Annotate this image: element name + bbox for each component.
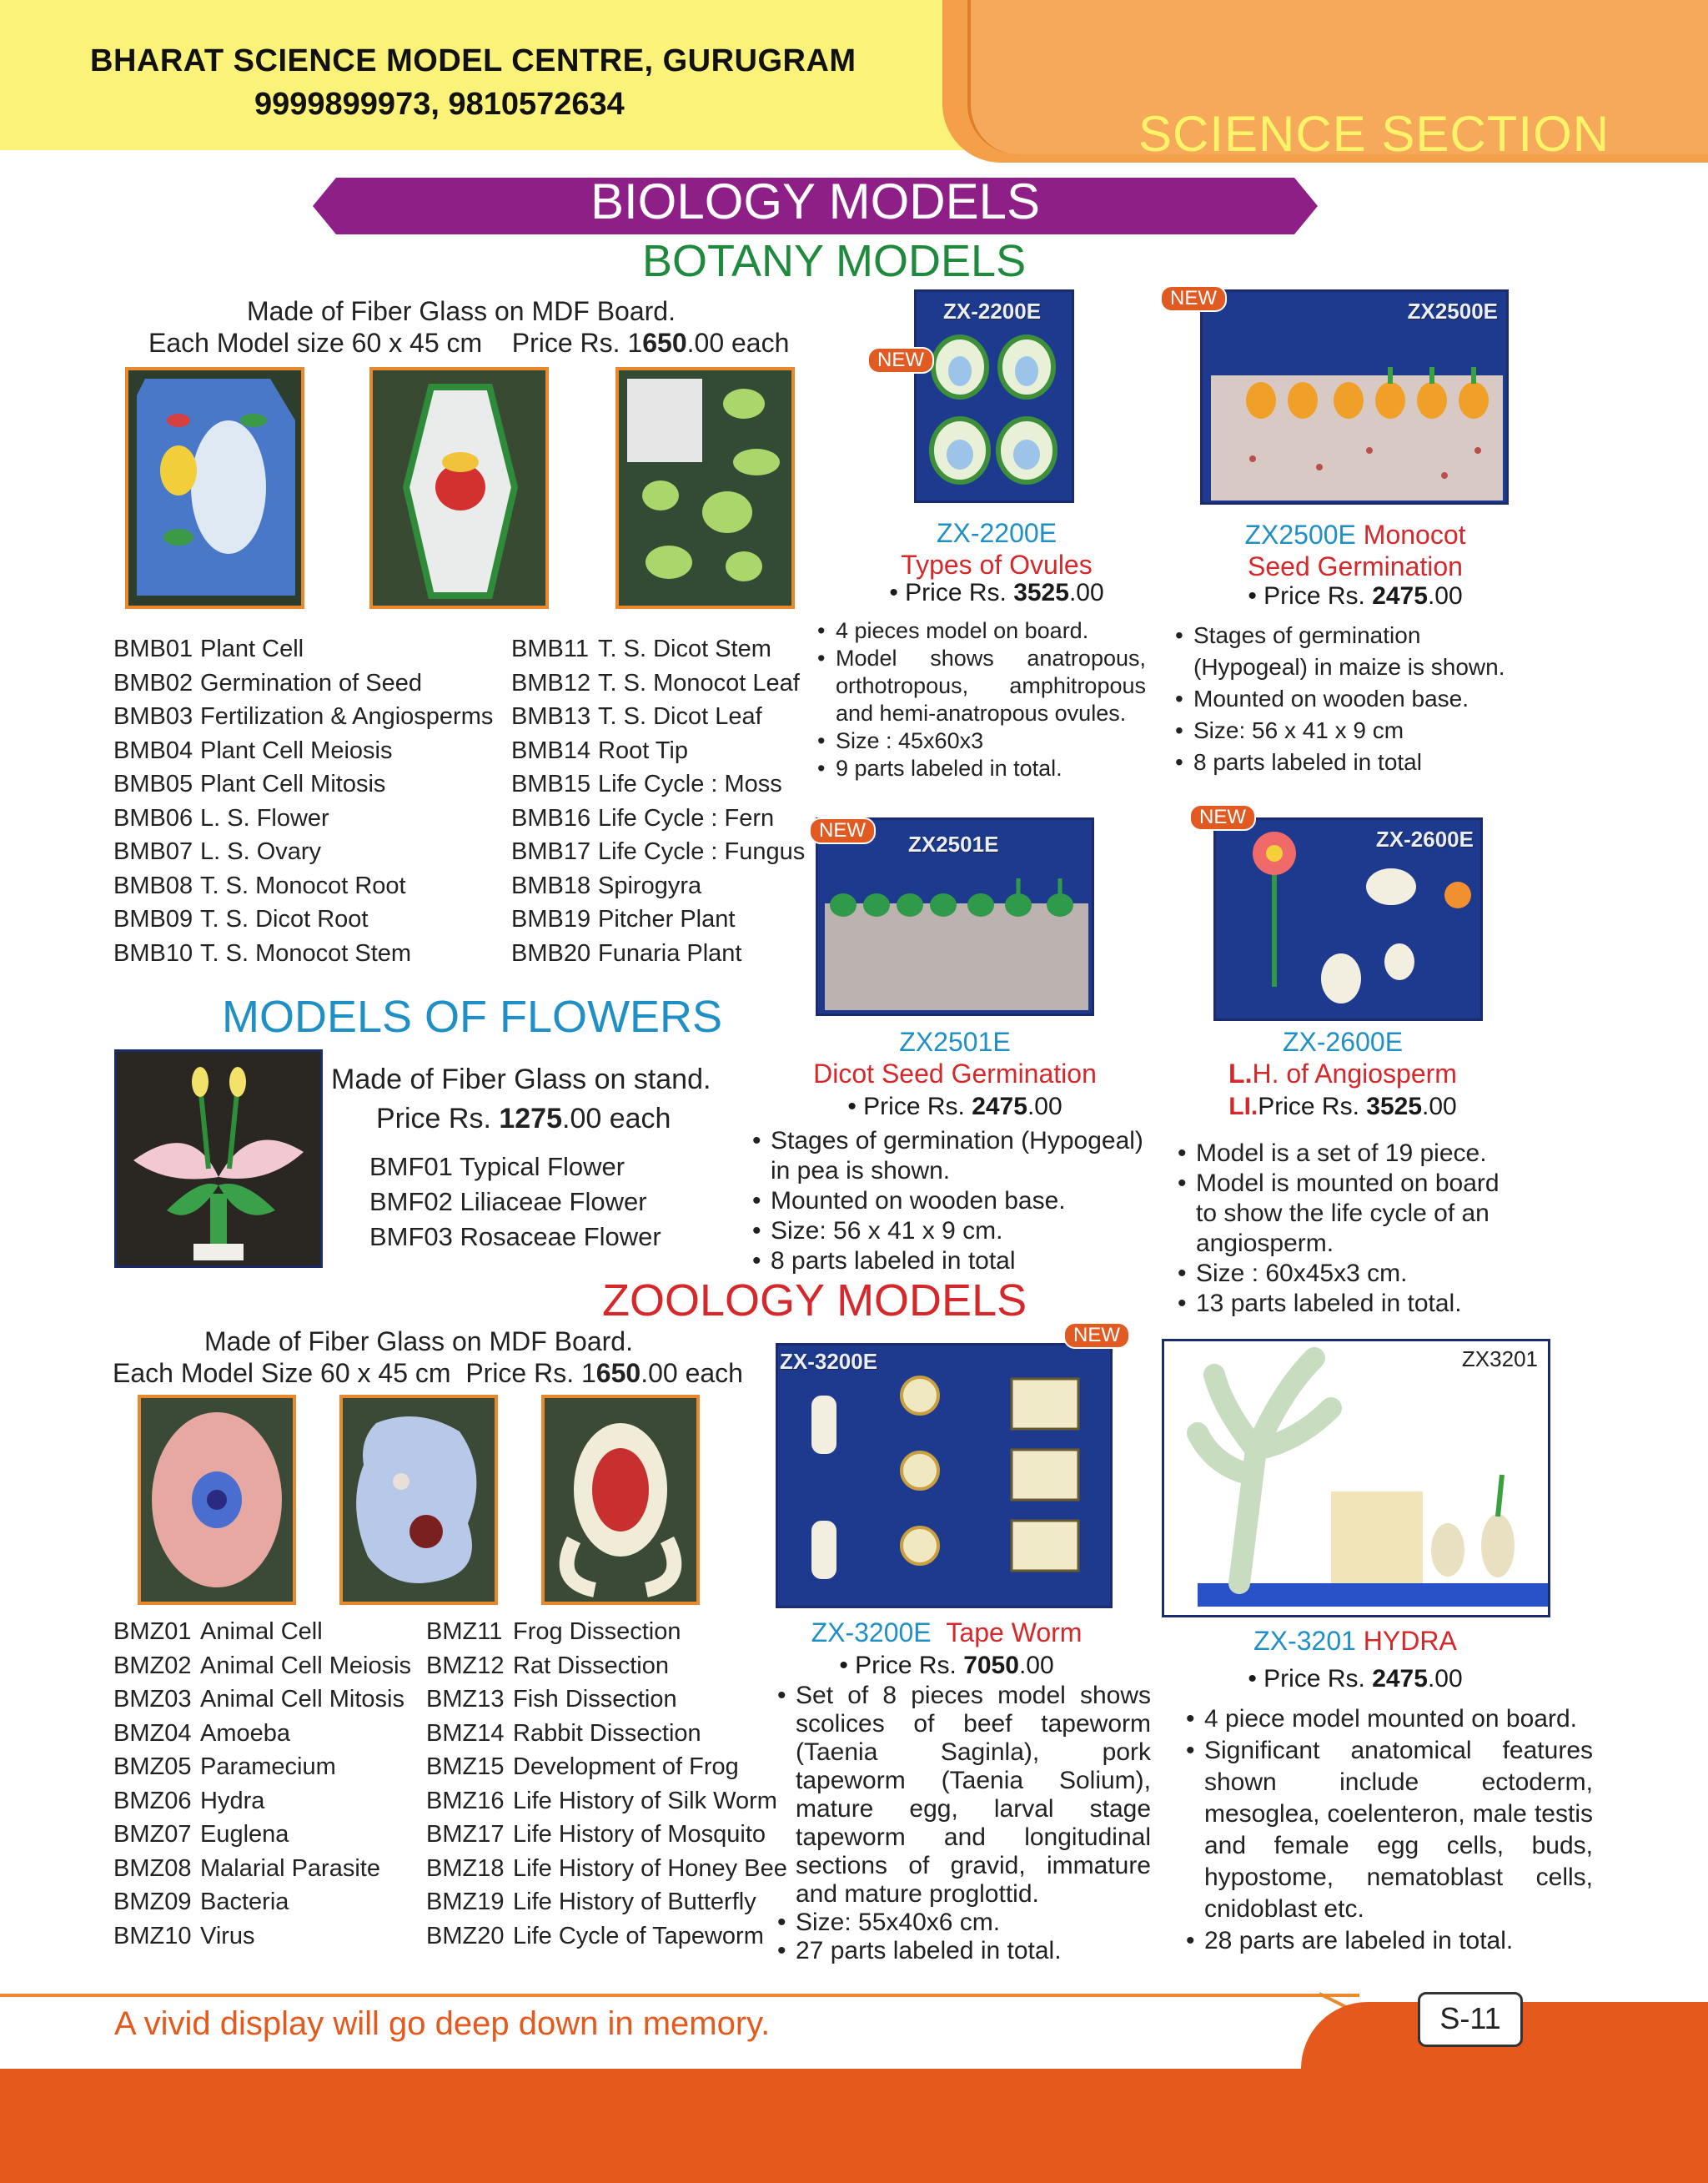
item-code: BMZ14 xyxy=(426,1719,505,1747)
zoology-list-col1 xyxy=(113,1615,411,1953)
list-item xyxy=(426,1784,787,1818)
product-name: Tape Worm xyxy=(946,1617,1083,1647)
list-item xyxy=(426,1818,787,1852)
item-code: BMB17 xyxy=(511,838,591,865)
item-name: Rat Dissection xyxy=(513,1652,669,1679)
bullet-item: • Mounted on wooden base. xyxy=(751,1186,1168,1216)
product-price-zx2500e: • Price Rs. 2475.00 xyxy=(1248,582,1463,610)
item-code: BMB14 xyxy=(511,737,591,764)
bullet-item: • Size : 60x45x3 cm. xyxy=(1176,1259,1526,1289)
bullet-item: • Model is a set of 19 piece. xyxy=(1176,1139,1526,1169)
plant-cell-illustration xyxy=(128,370,301,606)
flowers-price: Price Rs. 1275.00 each xyxy=(376,1103,671,1134)
item-name: Plant Cell Meiosis xyxy=(200,737,393,764)
item-code: BMB08 xyxy=(113,872,193,899)
item-name: Rabbit Dissection xyxy=(513,1719,701,1747)
new-badge: NEW xyxy=(1063,1322,1130,1349)
photo-plant-cell xyxy=(125,367,304,609)
item-name: Hydra xyxy=(200,1787,265,1814)
item-name: Life History of Honey Bee xyxy=(513,1854,787,1882)
product-price-zx2200e: • Price Rs. 3525.00 xyxy=(889,579,1104,606)
list-item xyxy=(113,1885,411,1919)
bullet-item: • Model is mounted on board to show the life cycle of an angiosperm. xyxy=(1176,1169,1526,1259)
item-name: Paramecium xyxy=(200,1753,336,1780)
photo-zx3201 xyxy=(1162,1339,1550,1617)
item-name: Animal Cell xyxy=(200,1618,323,1645)
zoology-info-1: Made of Fiber Glass on MDF Board. xyxy=(204,1326,633,1356)
product-price-zx3201: • Price Rs. 2475.00 xyxy=(1248,1665,1463,1693)
amoeba-illustration xyxy=(343,1398,495,1602)
list-item xyxy=(426,1750,787,1784)
product-code: ZX-3200E xyxy=(811,1617,932,1647)
frog-illustration xyxy=(545,1398,696,1602)
footer-rule xyxy=(0,1994,1359,1997)
list-item: BMF02 Liliaceae Flower xyxy=(369,1187,647,1216)
item-code: BMZ15 xyxy=(426,1753,505,1780)
photo-zx2501e xyxy=(816,817,1094,1016)
company-name: BHARAT SCIENCE MODEL CENTRE, GURUGRAM xyxy=(90,43,857,78)
bullet-item: • 28 parts are labeled in total. xyxy=(1184,1925,1593,1957)
item-code: BMB07 xyxy=(113,838,193,865)
flowers-title: MODELS OF FLOWERS xyxy=(222,992,723,1042)
bullet-item: • Size: 56 x 41 x 9 cm xyxy=(1173,715,1524,747)
list-item xyxy=(113,1750,411,1784)
new-badge: NEW xyxy=(1189,804,1256,831)
product-price-zx2501e: • Price Rs. 2475.00 xyxy=(847,1093,1062,1120)
item-name: T. S. Dicot Leaf xyxy=(598,703,762,730)
photo-zx2600e xyxy=(1213,817,1483,1021)
list-item xyxy=(511,666,805,701)
botany-list-col1 xyxy=(113,632,493,970)
item-name: T. S. Monocot Stem xyxy=(200,939,412,967)
list-item xyxy=(113,734,493,768)
photo-label: ZX3201 xyxy=(1461,1346,1538,1371)
item-name: Virus xyxy=(200,1922,255,1949)
list-item xyxy=(426,1683,787,1717)
item-code: BMB06 xyxy=(113,804,193,832)
item-name: T. S. Monocot Leaf xyxy=(598,669,800,697)
item-code: BMZ03 xyxy=(113,1686,192,1713)
item-name: Plant Cell xyxy=(200,636,304,662)
banner-title: BIOLOGY MODELS xyxy=(590,174,1041,229)
list-item xyxy=(113,1919,411,1954)
item-code: BMZ02 xyxy=(113,1652,192,1679)
list-item xyxy=(113,1717,411,1751)
item-code: BMB03 xyxy=(113,703,193,730)
list-item: BMF03 Rosaceae Flower xyxy=(369,1222,661,1251)
list-item xyxy=(113,632,493,666)
section-title: SCIENCE SECTION xyxy=(1138,106,1610,162)
company-phones: 9999899973, 9810572634 xyxy=(254,87,625,122)
product-name: Types of Ovules xyxy=(901,550,1093,580)
bullet-item: • 13 parts labeled in total. xyxy=(1176,1289,1526,1319)
bullet-item: • Size : 45x60x3 xyxy=(816,727,1146,755)
item-code: BMZ06 xyxy=(113,1787,192,1814)
list-item xyxy=(113,700,493,734)
bullets-zx2600e xyxy=(1176,1139,1526,1319)
item-name: Life Cycle : Fern xyxy=(598,804,775,832)
item-code: BMZ16 xyxy=(426,1787,505,1814)
bullet-item: • 27 parts labeled in total. xyxy=(776,1937,1151,1965)
list-item xyxy=(113,1852,411,1886)
item-name: Root Tip xyxy=(598,737,688,764)
product-title-zx2600e xyxy=(1168,1026,1518,1089)
item-code: BMB04 xyxy=(113,737,193,764)
bullet-item: • 8 parts labeled in total xyxy=(751,1246,1168,1276)
item-name: Frog Dissection xyxy=(513,1618,681,1645)
photo-amoeba xyxy=(339,1395,498,1605)
list-item xyxy=(113,767,493,802)
botany-info-2: Each Model size 60 x 45 cm Price Rs. 1650.00 each xyxy=(148,328,790,358)
list-item xyxy=(426,1919,787,1954)
item-code: BMZ17 xyxy=(426,1821,505,1848)
item-code: BMB16 xyxy=(511,804,591,832)
item-code: BMB12 xyxy=(511,669,591,697)
product-title-zx3201 xyxy=(1168,1625,1543,1657)
bullet-item: • Size: 56 x 41 x 9 cm. xyxy=(751,1216,1168,1246)
product-code: ZX2500E xyxy=(1244,520,1356,550)
item-code: BMB01 xyxy=(113,636,193,662)
item-code: BMB11 xyxy=(511,636,589,662)
item-name: Fertilization & Angiosperms xyxy=(200,703,494,730)
tapeworm-illustration xyxy=(778,1346,1110,1606)
product-title-zx3200e xyxy=(767,1617,1126,1648)
item-code: BMB15 xyxy=(511,771,591,797)
page-number: S-11 xyxy=(1418,1992,1523,2047)
list-item xyxy=(113,802,493,836)
product-code: ZX-3201 xyxy=(1253,1626,1356,1656)
angiosperm-illustration xyxy=(1216,820,1480,1019)
product-price-zx2600e: LI.Price Rs. 3525.00 xyxy=(1228,1093,1457,1120)
item-code: BMZ05 xyxy=(113,1753,192,1780)
item-name: Amoeba xyxy=(200,1719,291,1747)
product-name: Monocot xyxy=(1363,520,1466,550)
hydra-illustration xyxy=(1164,1341,1548,1615)
list-item xyxy=(113,937,493,971)
zoology-info-2: Each Model Size 60 x 45 cm Price Rs. 1650.00 each xyxy=(113,1358,743,1388)
animal-cell-illustration xyxy=(141,1398,293,1602)
list-item xyxy=(511,903,805,937)
item-code: BMB13 xyxy=(511,703,591,730)
list-item xyxy=(511,700,805,734)
list-item xyxy=(113,1649,411,1683)
ovules-illustration xyxy=(917,325,1072,500)
item-name: Pitcher Plant xyxy=(598,906,736,933)
photo-label: ZX-2600E xyxy=(1375,827,1474,852)
product-name: HYDRA xyxy=(1363,1626,1457,1656)
flower-illustration xyxy=(117,1052,320,1265)
bullets-zx3200e xyxy=(776,1682,1151,1965)
item-name: Funaria Plant xyxy=(598,939,742,967)
new-badge: NEW xyxy=(809,817,876,844)
photo-zx2200e xyxy=(914,289,1074,503)
item-code: BMZ13 xyxy=(426,1686,505,1713)
bullet-item: • Stages of germination (Hypogeal) in pea is shown. xyxy=(751,1126,1168,1186)
item-name: Life History of Mosquito xyxy=(513,1821,766,1848)
item-name: Animal Cell Mitosis xyxy=(200,1686,404,1713)
bullets-zx2500e xyxy=(1173,620,1524,778)
list-item xyxy=(113,869,493,903)
dicot-germination-illustration xyxy=(818,878,1092,1014)
item-code: BMZ20 xyxy=(426,1922,505,1949)
zoology-title: ZOOLOGY MODELS xyxy=(602,1275,1027,1325)
item-code: BMZ07 xyxy=(113,1821,192,1848)
footer-band xyxy=(0,2069,1708,2183)
list-item xyxy=(511,632,805,666)
item-name: Fish Dissection xyxy=(513,1686,677,1713)
product-name: L.H. of Angiosperm xyxy=(1228,1059,1457,1089)
list-item xyxy=(511,869,805,903)
list-item xyxy=(426,1615,787,1649)
photo-animal-cell xyxy=(138,1395,296,1605)
photo-label: ZX-2200E xyxy=(943,299,1042,324)
list-item xyxy=(426,1852,787,1886)
botany-info-1: Made of Fiber Glass on MDF Board. xyxy=(247,296,676,326)
flowers-list xyxy=(369,1149,661,1255)
bullet-item: • 9 parts labeled in total. xyxy=(816,755,1146,782)
product-title-zx2501e xyxy=(776,1026,1134,1089)
bullets-zx3201 xyxy=(1184,1703,1593,1957)
item-code: BMB09 xyxy=(113,906,193,933)
item-code: BMB02 xyxy=(113,669,193,697)
list-item xyxy=(113,1615,411,1649)
flowers-info: Made of Fiber Glass on stand. xyxy=(331,1064,711,1095)
list-item: BMF01 Typical Flower xyxy=(369,1152,625,1181)
item-code: BMB20 xyxy=(511,939,591,967)
item-name: T. S. Dicot Stem xyxy=(598,636,771,662)
product-name: Dicot Seed Germination xyxy=(813,1059,1097,1089)
bullet-item: • Model shows anatropous, orthotropous, amphitropous and hemi-anatropous ovules. xyxy=(816,645,1146,727)
item-code: BMZ12 xyxy=(426,1652,505,1679)
list-item xyxy=(511,734,805,768)
photo-flower xyxy=(114,1049,323,1268)
photo-frog xyxy=(541,1395,700,1605)
list-item xyxy=(113,1818,411,1852)
list-item xyxy=(113,903,493,937)
list-item xyxy=(113,835,493,869)
product-name-line2: Seed Germination xyxy=(1248,551,1463,581)
product-code: ZX-2600E xyxy=(1282,1027,1404,1057)
list-item xyxy=(426,1885,787,1919)
item-name: Animal Cell Meiosis xyxy=(200,1652,412,1679)
item-name: Development of Frog xyxy=(513,1753,739,1780)
item-name: L. S. Flower xyxy=(200,804,329,832)
bullet-item: • Mounted on wooden base. xyxy=(1173,683,1524,715)
item-code: BMZ01 xyxy=(113,1618,192,1645)
botany-list-col2 xyxy=(511,632,805,970)
bullet-item: • 4 pieces model on board. xyxy=(816,617,1146,645)
item-name: Euglena xyxy=(200,1821,289,1848)
item-name: Life History of Butterfly xyxy=(513,1889,756,1915)
item-code: BMB19 xyxy=(511,906,591,933)
germination-illustration xyxy=(373,370,545,606)
item-code: BMB10 xyxy=(113,939,193,967)
list-item xyxy=(511,937,805,971)
item-code: BMZ08 xyxy=(113,1854,192,1882)
item-code: BMZ19 xyxy=(426,1889,505,1915)
new-badge: NEW xyxy=(1160,285,1227,312)
list-item xyxy=(511,802,805,836)
item-name: Life Cycle : Fungus xyxy=(598,838,806,865)
zoology-list-col2 xyxy=(426,1615,787,1953)
botany-title: BOTANY MODELS xyxy=(642,236,1027,286)
item-code: BMZ10 xyxy=(113,1922,192,1949)
item-code: BMZ04 xyxy=(113,1719,192,1747)
bullet-item: • 8 parts labeled in total xyxy=(1173,747,1524,778)
item-code: BMZ18 xyxy=(426,1854,505,1882)
item-name: Life History of Silk Worm xyxy=(513,1787,777,1814)
item-code: BMB05 xyxy=(113,771,193,797)
photo-label: ZX2501E xyxy=(908,832,999,857)
bullet-item: • Set of 8 pieces model shows scolices of beef tapeworm (Taenia Saginla), pork tapeworm (Taenia Solium), mature egg, larval stage tapeworm and longitudinal sections of gravid, immature and mature proglottid. xyxy=(776,1682,1151,1909)
list-item xyxy=(113,1683,411,1717)
list-item xyxy=(113,1784,411,1818)
product-code: ZX2501E xyxy=(899,1027,1011,1057)
list-item xyxy=(426,1717,787,1751)
photo-label: ZX-3200E xyxy=(780,1349,878,1374)
photo-zx2500e xyxy=(1200,289,1509,505)
bullet-item: • Significant anatomical features shown include ectoderm, mesoglea, coelenteron, male testis and female egg cells, buds, hypostome, nematoblast cells, cnidoblast etc. xyxy=(1184,1735,1593,1925)
item-name: Spirogyra xyxy=(598,872,702,899)
photo-zx3200e xyxy=(776,1343,1113,1608)
life-cycle-illustration xyxy=(619,370,791,606)
bullet-item: • Stages of germination (Hypogeal) in maize is shown. xyxy=(1173,620,1524,683)
item-name: Plant Cell Mitosis xyxy=(200,771,386,797)
item-name: Bacteria xyxy=(200,1889,289,1915)
list-item xyxy=(511,835,805,869)
product-price-zx3200e: • Price Rs. 7050.00 xyxy=(839,1652,1054,1679)
monocot-germination-illustration xyxy=(1203,367,1506,500)
list-item xyxy=(511,767,805,802)
item-name: Life Cycle of Tapeworm xyxy=(513,1922,764,1949)
item-name: T. S. Monocot Root xyxy=(200,872,406,899)
photo-germination xyxy=(369,367,549,609)
item-name: Malarial Parasite xyxy=(200,1854,380,1882)
item-name: T. S. Dicot Root xyxy=(200,906,369,933)
item-code: BMZ11 xyxy=(426,1618,503,1645)
item-name: Life Cycle : Moss xyxy=(598,771,782,797)
product-title-zx2200e xyxy=(817,517,1176,581)
bullets-zx2501e xyxy=(751,1126,1168,1276)
bullet-item: • 4 piece model mounted on board. xyxy=(1184,1703,1593,1735)
item-code: BMB18 xyxy=(511,872,591,899)
footer-tagline: A vivid display will go deep down in memory. xyxy=(114,2005,771,2042)
new-badge: NEW xyxy=(867,347,934,374)
bullet-item: • Size: 55x40x6 cm. xyxy=(776,1909,1151,1937)
product-code: ZX-2200E xyxy=(936,518,1057,548)
bullets-zx2200e xyxy=(816,617,1146,782)
photo-life-cycle xyxy=(615,367,795,609)
item-code: BMZ09 xyxy=(113,1889,192,1915)
product-title-zx2500e xyxy=(1184,519,1526,582)
item-name: Germination of Seed xyxy=(200,669,422,697)
list-item xyxy=(113,666,493,701)
photo-label: ZX2500E xyxy=(1407,299,1498,324)
item-name: L. S. Ovary xyxy=(200,838,322,865)
list-item xyxy=(426,1649,787,1683)
